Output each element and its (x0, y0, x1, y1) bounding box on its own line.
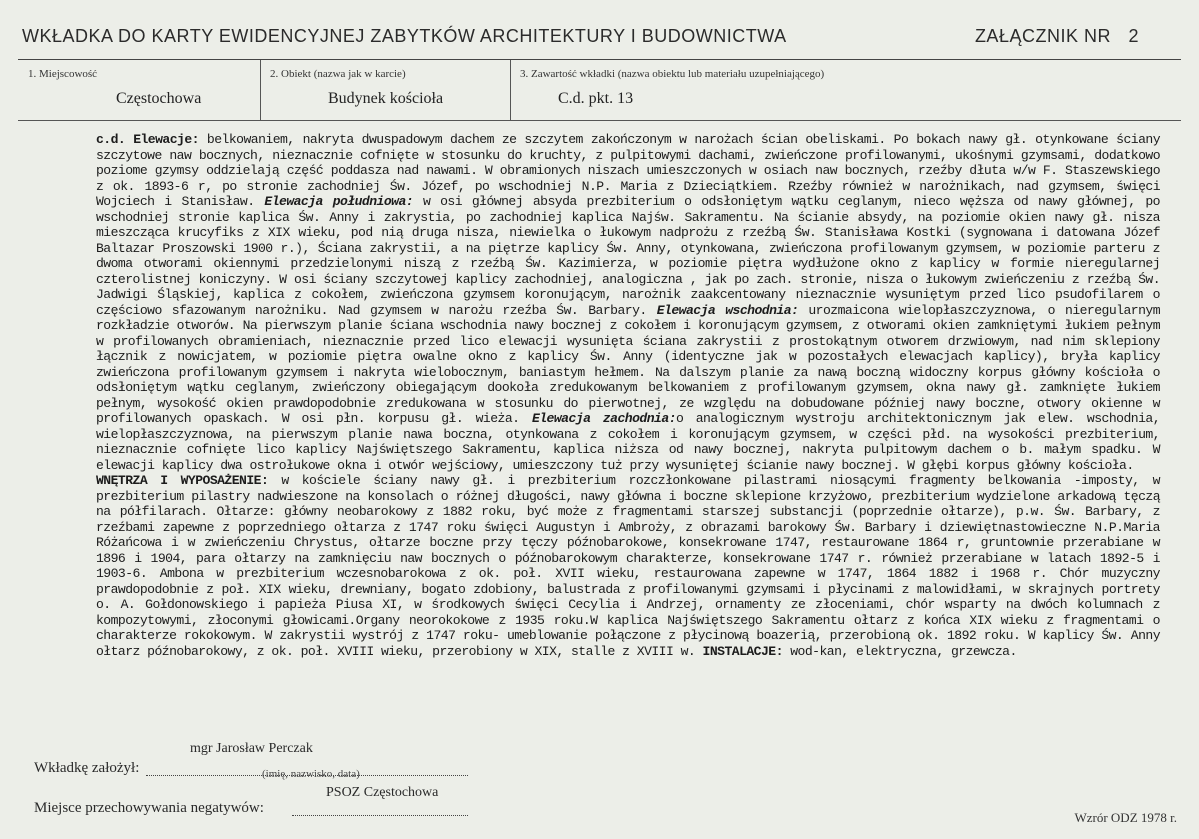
west-elevation-heading: Elewacja zachodnia: (531, 411, 676, 426)
form-title: WKŁADKA DO KARTY EWIDENCYJNEJ ZABYTKÓW ARCHITEKTURY I BUDOWNICTWA (22, 26, 787, 46)
interior-heading: WNĘTRZA I WYPOSAŻENIE: (96, 473, 269, 488)
annex-label: ZAŁĄCZNIK NR (974, 26, 1111, 46)
elevations-heading: c.d. Elewacje: (96, 132, 199, 147)
field-locality (18, 60, 261, 120)
east-elevation-text: urozmaicona wielopłaszczyznowa, o nieregularnym rozkładzie otworów. Na pierwszym planie ściana wschodnia nawy bocznej z cokołem i koronującym gzymsem, z otworami okien zamkniętymi łukiem pełnym w profilowanych obramieniach, nieznacznie przed lico elewacji wysunięta ściana zakrystii z prostokątnym otworem drzwiowym, nad nim sklepiony łącznik z nowicjatem, w poziomie piętra owalne okno z kaplicy Św. Anny (identyczne jak w pozostałych elewacjach kaplicy), bryła kaplicy zwieńczona profilowanym gzymsem i nakryta wielobocznym, baniastym hełmem. Na dalszym planie za nawą boczną widoczny korpus główny kościoła o odsłoniętym wątku ceglanym, zwieńczony obiegającym dookoła zredukowanym belkowaniem z profilowanym gzymsem, okna nawy gł. zamknięte łukiem pełnym, wysokość okien prawdopodobnie zredukowana w stosunku do pierwotnej, ze względu na dobudowane później nawy boczne, otwory okienne w profilowanych opaskach. W osi płn. korpusu gł. wieża. (96, 302, 1161, 426)
author-hint: (imię, nazwisko, data) (262, 768, 360, 780)
typed-description (96, 132, 1160, 659)
field-object-label: 2. Obiekt (nazwa jak w karcie) (270, 68, 406, 80)
annex-number-label (975, 26, 1139, 47)
field-locality-label: 1. Miejscowość (28, 68, 98, 80)
field-contents-label: 3. Zawartość wkładki (nazwa obiektu lub materiału uzupełniającego) (520, 68, 825, 80)
elevations-text: belkowaniem, nakryta dwuspadowym dachem ze szczytem zakończonym w narożach ścian obeliskami. Po bokach nawy gł. otynkowane ściany szczytowe naw bocznych, nieznacznie cofnięte w stosunku do kruchty, z pulpitowymi dachami, zwieńczone profilowanymi, ukośnymi gzymsami, dodatkowo poziome gzymsy oddzielają część poddasza nad nawami. W obramionych niszach umieszczonych w osiach naw bocznych, rzeźby dłuta w/w F. Staszewskiego z ok. 1893-6 r, po stronie zachodniej Św. Józef, po wschodniej N.P. Maria z Dzieciątkiem. Rzeźby również w narożnikach, nad gzymsem, święci Wojciech i Stanisław. (96, 132, 1161, 209)
annex-number: 2 (1128, 26, 1139, 46)
field-object (260, 60, 511, 120)
storage-label: Miejsce przechowywania negatywów: (34, 800, 264, 816)
storage-value: PSOZ Częstochowa (326, 785, 439, 800)
elevations-paragraph (96, 132, 1160, 473)
field-locality-value: Częstochowa (116, 90, 202, 107)
interior-text: w kościele ściany nawy gł. i prezbiterium rozczłonkowane pilastrami niosącymi fragmenty belkowania -imposty, w prezbiterium pilastry nadwieszone na konsolach o różnej długości, nawy główna i boczne sklepione krzyżowo, prezbiterium wydzielone arkadową tęczą na półfilarach. Ołtarze: główny neobarokowy z 1882 roku, być może z fragmentami starszej substancji (poprzednie ołtarze), p.w. Św. Barbary, z rzeźbami zapewne z poprzedniego ołtarza z 1747 roku święci Augustyn i Ambroży, z obrazami barokowy Św. Barbary i dziewiętnastowieczne N.P.Maria Różańcowa i w zwieńczeniu Chrystus, ołtarze boczne przy tęczy późnobarokowe, konsekrowane 1747, restaurowane 1864 r, gruntownie przerabiane w 1896 i 1904, para ołtarzy na zamknięciu naw bocznych o późnobarokowym charakterze, konsekrowane 1747 r. również przerabiane w latach 1892-5 i 1903-6. Ambona w prezbiterium wczesnobarokowa z ok. poł. XVII wieku, restaurowana zapewne w 1747, 1864 1882 i 1968 r. Chór muzyczny prawdopodobnie z poł. XIX wieku, drewniany, bogato zdobiony, balustrada z profilowanymi gzymsami i płycinami z malowidłami, w skrajnych portrety o. A. Gołdonowskiego i papieża Piusa XI, w środkowych święci Cecylia i Andrzej, ornamenty ze złoceniami, chór wsparty na dwóch kolumnach z kompozytowymi, złoconymi głowicami.Organy neorokokowe z 1935 roku.W kaplica Najświętszego Sakramentu ołtarz z końca XIX wieku z fragmentami o charakterze rokokowym. W zakrystii wystrój z 1747 roku- umeblowanie połączone z płycinową boazerią, przerobioną ok. 1892 roku. W kaplicy Św. Anny ołtarz późnobarokowy, z ok. poł. XVIII wieku, przerobiony w XIX, stalle z XVIII w. (96, 473, 1160, 659)
field-contents (510, 60, 1110, 120)
installations-heading: INSTALACJE: (702, 643, 783, 659)
author-label: Wkładkę założył: (34, 760, 140, 776)
east-elevation-heading: Elewacja wschodnia: (656, 302, 799, 318)
installations-text: wod-kan, elektryczna, grzewcza. (782, 643, 1017, 659)
author-value: mgr Jarosław Perczak (190, 741, 313, 756)
storage-dotted-line (292, 815, 468, 816)
template-version: Wzrór ODZ 1978 r. (1074, 810, 1177, 825)
field-object-value: Budynek kościoła (328, 90, 444, 107)
south-elevation-heading: Elewacja południowa: (264, 194, 414, 209)
header-bottom-rule (18, 120, 1181, 121)
south-elevation-text: w osi głównej absyda prezbiterium o odsłoniętym wątku ceglanym, nieco węższa od nawy głównej, po wschodniej stronie kaplica Św. Anny i zakrystia, po zachodniej kaplica Najśw. Sakramentu. Na ścianie absydy, na poziomie okien nawy gł. nisza mieszcząca krucyfiks z XIX wieku, pod nią druga nisza, niewielka o łukowym nadprożu z rzeźbą Św. Stanisława Kostki (sygnowana i datowana Józef Baltazar Proszowski 1900 r.), Ściana zakrystii, a na piętrze kaplicy Św. Anny, otynkowana, zwieńczona profilowanym gzymsem, w poziomie parteru z dwoma otworami okiennymi przedzielonymi niszą z rzeźbą Św. Kazimierza, w poziomie piętra wydłużone okno z kaplicy w formie nieregularnej czterolistnej koniczyny. W osi ściany szczytowej kaplicy zachodniej, analogiczna , jak po zach. stronie, nisza o łukowym zwieńczeniu z rzeźbą Św. Jadwigi Śląskiej, kaplica z cokołem, zwieńczona gzymsem koronującym, narożnik zaakcentowany nieznacznie wysuniętym przed lico psudofilarem o częściowo sfazowanym narożniku. Nad gzymsem w narożu rzeźba Św. Barbary. (96, 194, 1160, 318)
field-contents-value: C.d. pkt. 13 (558, 90, 634, 107)
west-elevation-text: o analogicznym wystroju architektonicznym jak elew. wschodnia, wielopłaszczyznowa, na pierwszym planie nawa boczna, otynkowana z cokołem i koronującym gzymsem, w części płd. na wysokości prezbiterium, nieznacznie cofnięte lico kaplicy Najświętszego Sakramentu, kaplica niższa od nawy bocznej, nakryta pulpitowym dachem o b. małym spadku. W elewacji kaplicy dwa ostrołukowe okna i otwór wejściowy, umieszczony tuż przy wysuniętej ścianie nawy bocznej. W głębi korpus główny kościoła. (96, 411, 1161, 473)
interior-paragraph (96, 473, 1160, 659)
